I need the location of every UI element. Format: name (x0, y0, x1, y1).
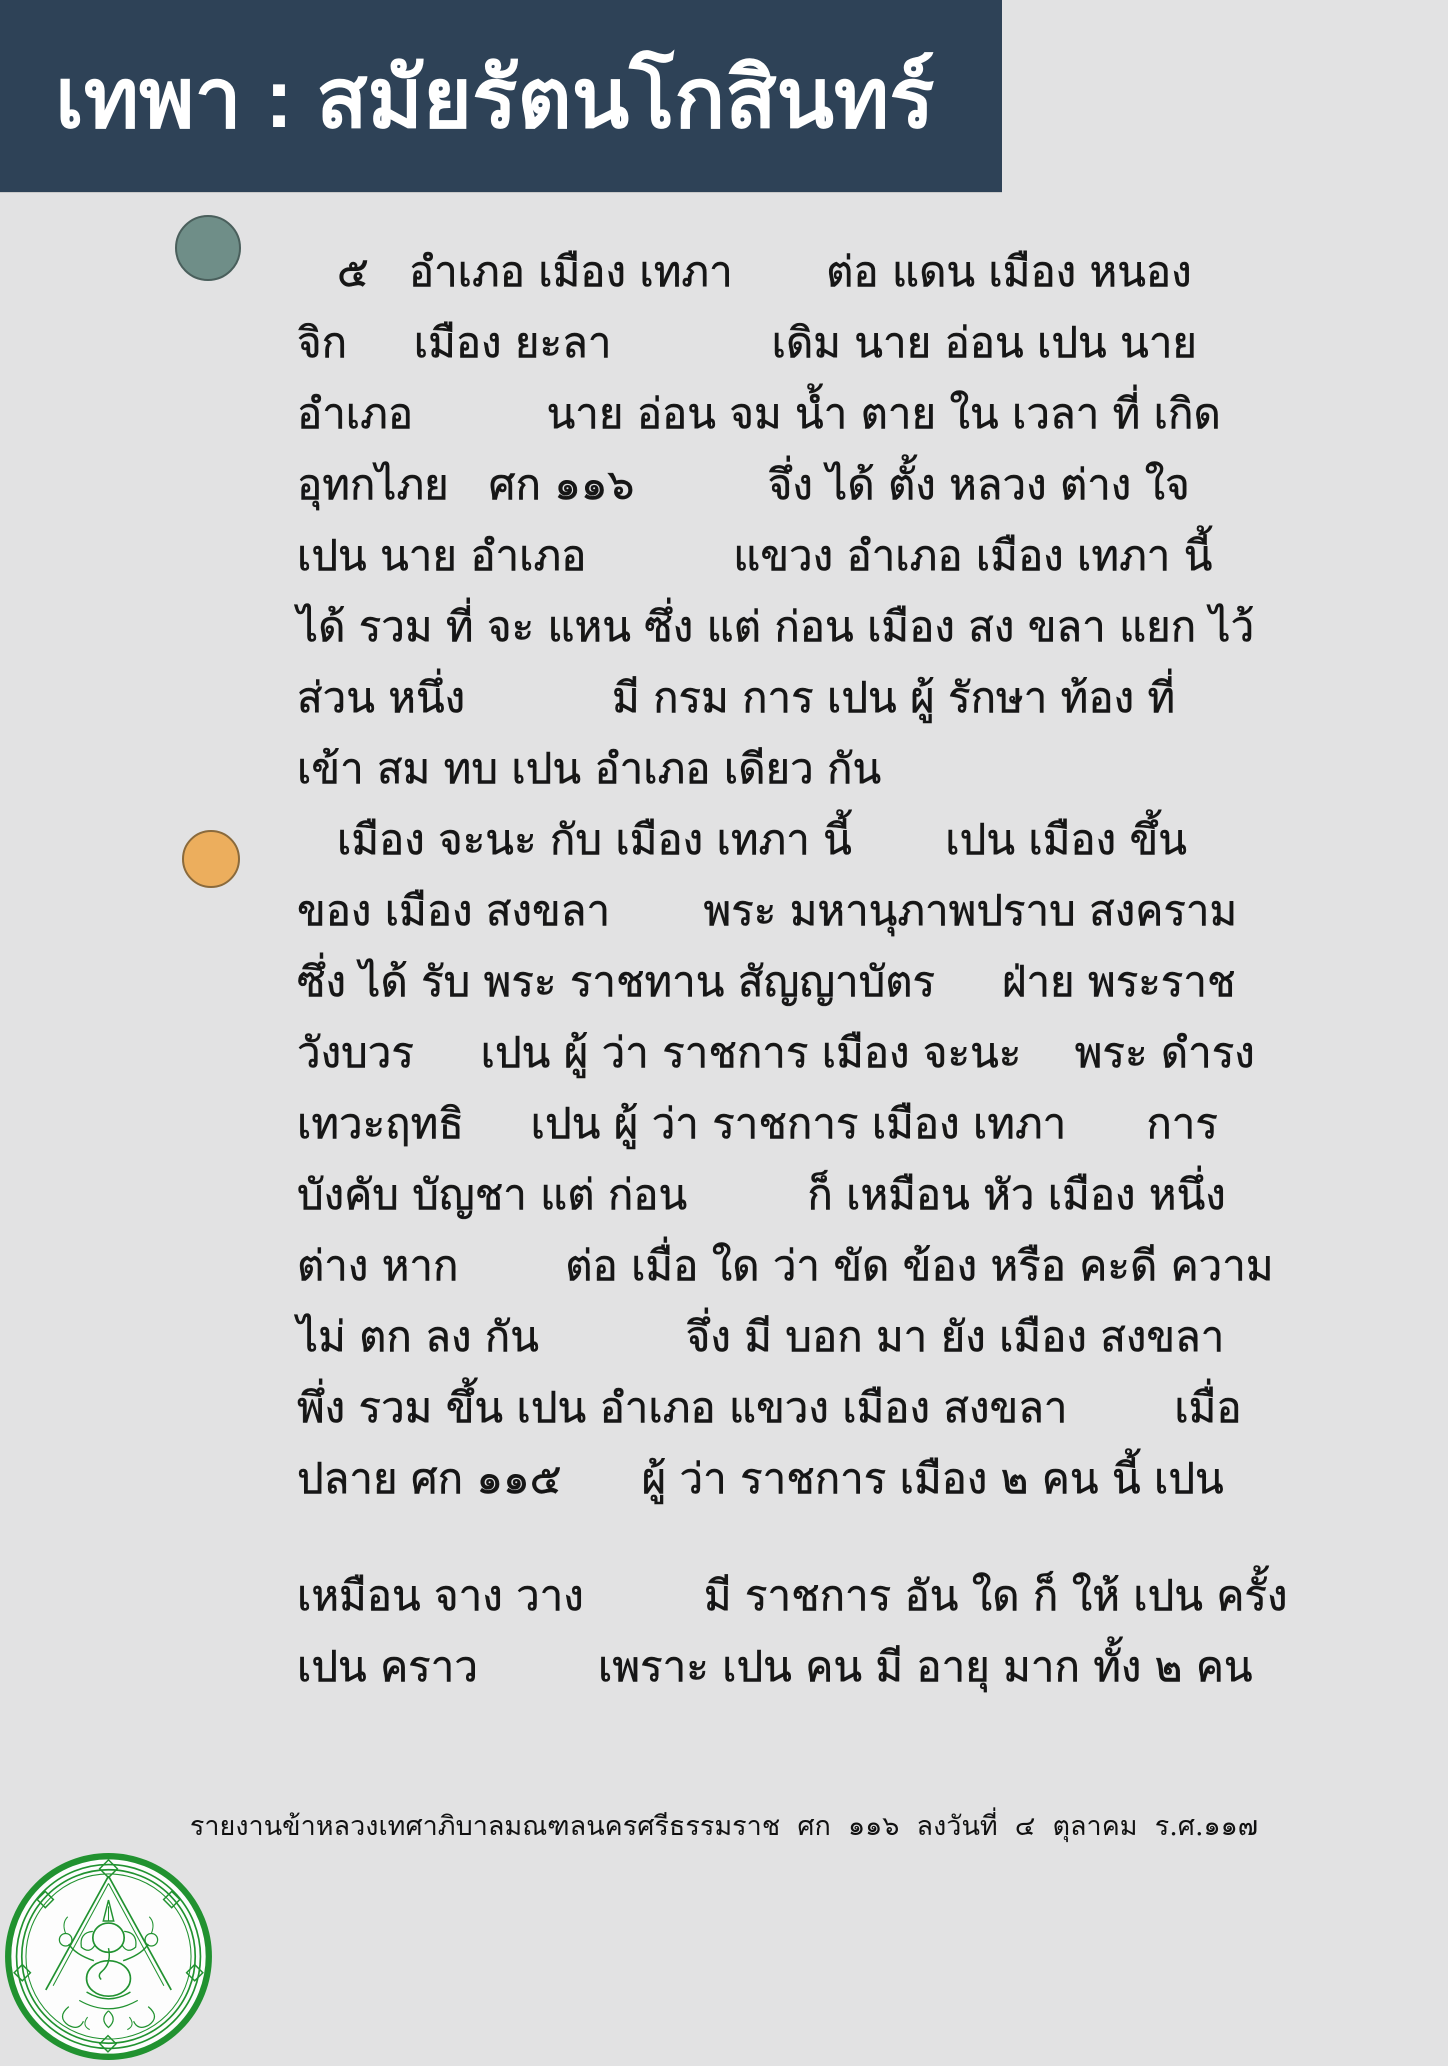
ganesha-seal-icon (4, 1852, 213, 2061)
document-line: ได้ รวม ที่ จะ แหน ซึ่ง แต่ ก่อน เมือง สง ขลา แยก ไว้ (297, 602, 1255, 651)
document-line: จิก เมือง ยะลา เดิม นาย อ่อน เปน นาย (297, 318, 1198, 367)
document-line: วังบวร เปน ผู้ ว่า ราชการ เมือง จะนะ พระ ดำรง (297, 1028, 1255, 1077)
document-line: เปน คราว เพราะ เปน คน มี อายุ มาก ทั้ง ๒ คน (297, 1642, 1253, 1691)
document-line: พึ่ง รวม ขึ้น เปน อำเภอ แขวง เมือง สงขลา เมื่อ (297, 1383, 1242, 1432)
document-line: ส่วน หนึ่ง มี กรม การ เปน ผู้ รักษา ท้อง ที่ (297, 673, 1176, 722)
teal-circle-marker (175, 215, 241, 281)
document-line: เปน นาย อำเภอ แขวง อำเภอ เมือง เทภา นี้ (297, 531, 1213, 580)
document-line: บังคับ บัญชา แต่ ก่อน ก็ เหมือน หัว เมือง หนึ่ง (297, 1170, 1226, 1219)
document-line: อำเภอ นาย อ่อน จม น้ำ ตาย ใน เวลา ที่ เกิด (297, 389, 1221, 438)
document-line: ซึ่ง ได้ รับ พระ ราชทาน สัญญาบัตร ฝ่าย พระราช (297, 957, 1236, 1006)
page-title: เทพา : สมัยรัตนโกสินทร์ (55, 51, 935, 145)
document-line: เข้า สม ทบ เปน อำเภอ เดียว กัน (297, 744, 882, 793)
ganesha-seal-graphic (4, 1852, 213, 2061)
document-line: เทวะฤทธิ เปน ผู้ ว่า ราชการ เมือง เทภา การ (297, 1099, 1218, 1148)
document-line: ปลาย ศก ๑๑๕ ผู้ ว่า ราชการ เมือง ๒ คน นี้ เปน (297, 1454, 1224, 1503)
document-line: ๕ อำเภอ เมือง เทภา ต่อ แดน เมือง หนอง (337, 247, 1192, 296)
page-header (0, 0, 1002, 192)
document-line: อุทกไภย ศก ๑๑๖ จึ่ง ได้ ตั้ง หลวง ต่าง ใจ (297, 460, 1190, 509)
orange-circle-marker (182, 830, 240, 888)
document-line: เมือง จะนะ กับ เมือง เทภา นี้ เปน เมือง ขึ้น (337, 815, 1187, 864)
document-caption: รายงานข้าหลวงเทศาภิบาลมณฑลนครศรีธรรมราช ศก ๑๑๖ ลงวันที่ ๔ ตุลาคม ร.ศ.๑๑๗ (189, 1811, 1259, 1842)
document-line: ของ เมือง สงขลา พระ มหานุภาพปราบ สงคราม (297, 886, 1238, 935)
document-line: ไม่ ตก ลง กัน จึ่ง มี บอก มา ยัง เมือง สงขลา (297, 1312, 1225, 1361)
document-scan (297, 236, 1288, 1702)
document-line: ต่าง หาก ต่อ เมื่อ ใด ว่า ขัด ข้อง หรือ คะดี ความ (297, 1241, 1274, 1290)
document-line: เหมือน จาง วาง มี ราชการ อัน ใด ก็ ให้ เปน ครั้ง (297, 1571, 1288, 1620)
